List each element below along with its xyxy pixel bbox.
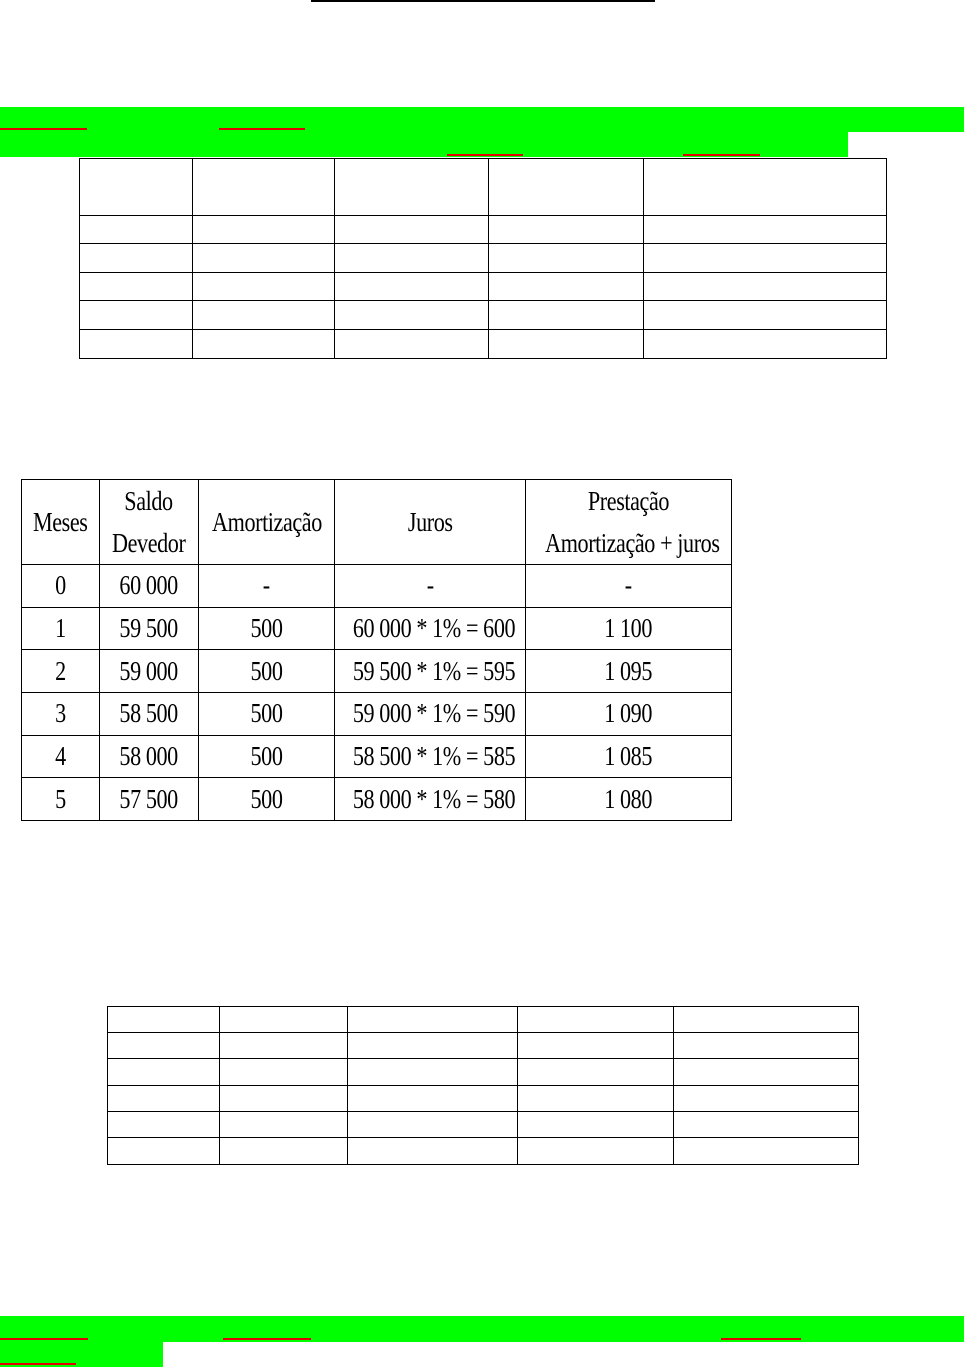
bottom-link-underline-3[interactable] [721,1338,801,1340]
cell-balance: 59 500 [100,607,199,650]
table-row [22,650,732,693]
table-row [22,565,732,608]
table-row [22,692,732,735]
cell-interest: 58 000 * 1% = 580 [335,778,526,821]
empty-table-1 [79,158,887,359]
bottom-link-underline-2[interactable] [223,1338,311,1340]
cell-amortization: - [199,565,335,608]
top-rule [311,0,655,2]
cell-payment: - [526,565,732,608]
header-balance-line1: Saldo [124,486,174,516]
cell-amortization: 500 [199,607,335,650]
cell-month: 0 [22,565,100,608]
cell-payment: 1 090 [526,692,732,735]
cell-balance: 59 000 [100,650,199,693]
top-link-underline-4[interactable] [683,154,760,156]
header-amortization: Amortização [199,480,335,565]
cell-payment: 1 085 [526,735,732,778]
header-interest: Juros [335,480,526,565]
header-payment-line1: Prestação [587,486,670,516]
cell-month: 1 [22,607,100,650]
cell-balance: 60 000 [100,565,199,608]
cell-month: 3 [22,692,100,735]
cell-interest: 60 000 * 1% = 600 [335,607,526,650]
cell-interest: - [335,565,526,608]
cell-balance: 58 500 [100,692,199,735]
cell-month: 4 [22,735,100,778]
top-link-underline-2[interactable] [219,128,305,130]
cell-amortization: 500 [199,778,335,821]
cell-amortization: 500 [199,692,335,735]
cell-payment: 1 100 [526,607,732,650]
cell-interest: 59 500 * 1% = 595 [335,650,526,693]
cell-payment: 1 095 [526,650,732,693]
bottom-link-underline-1[interactable] [0,1338,88,1340]
bottom-highlight-band-1 [0,1316,964,1342]
top-link-underline-3[interactable] [447,154,523,156]
table-row [22,778,732,821]
top-link-underline-1[interactable] [0,128,87,130]
cell-amortization: 500 [199,650,335,693]
header-row [22,480,732,565]
top-highlight-band-1 [0,107,964,132]
cell-month: 2 [22,650,100,693]
cell-interest: 59 000 * 1% = 590 [335,692,526,735]
cell-balance: 57 500 [100,778,199,821]
amortization-table [21,479,732,821]
cell-month: 5 [22,778,100,821]
header-payment [526,480,732,565]
cell-balance: 58 000 [100,735,199,778]
header-balance [100,480,199,565]
bottom-link-underline-4[interactable] [0,1363,76,1365]
cell-interest: 58 500 * 1% = 585 [335,735,526,778]
header-months: Meses [22,480,100,565]
header-payment-line2: Amortização + juros [545,528,720,558]
cell-amortization: 500 [199,735,335,778]
table-row [22,607,732,650]
cell-payment: 1 080 [526,778,732,821]
header-balance-line2: Devedor [112,528,186,558]
table-row [22,735,732,778]
empty-table-2 [107,1006,859,1165]
